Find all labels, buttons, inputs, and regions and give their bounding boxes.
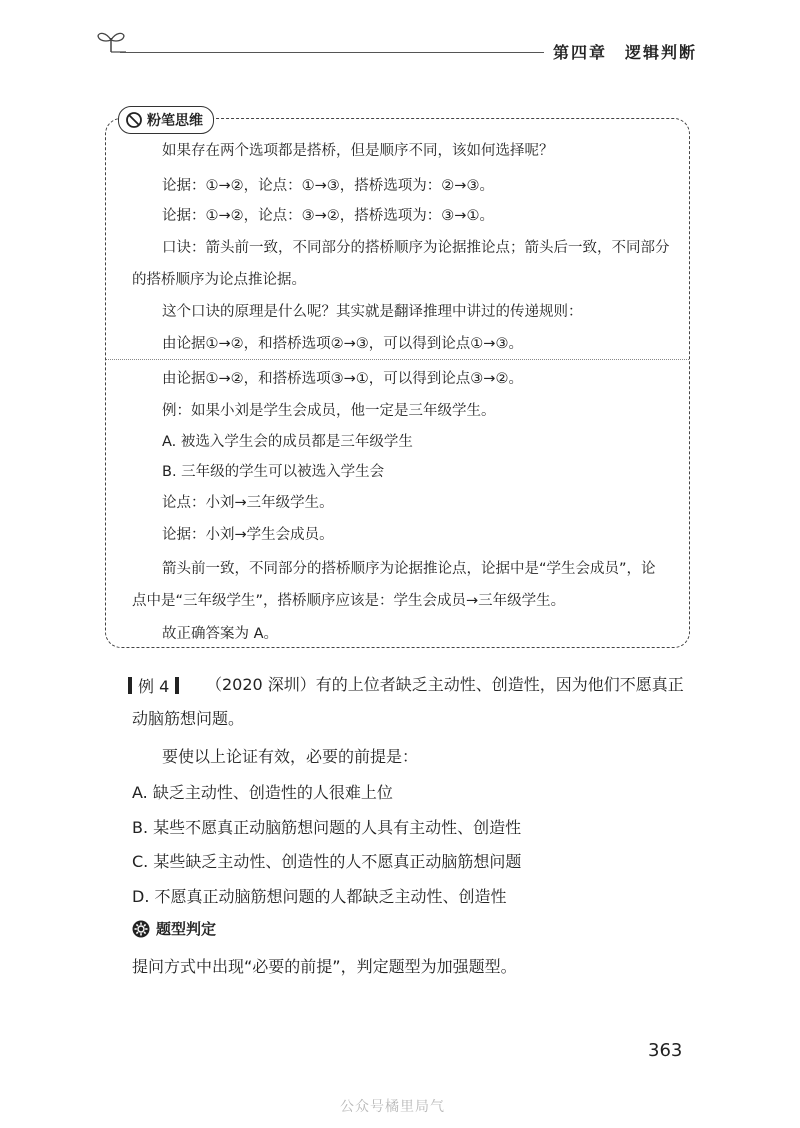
section-heading-label: 题型判定 [156, 920, 217, 938]
section-heading [132, 918, 216, 939]
option-c: C. 某些缺乏主动性、创造性的人不愿真正动脑筋想问题 [132, 852, 522, 871]
label-bar [128, 677, 132, 694]
tip-line: 点中是“三年级学生”，搭桥顺序应该是：学生会成员→三年级学生。 [132, 593, 566, 609]
watermark: 公众号橘里局气 [340, 1099, 445, 1115]
tip-line: 论据：①→②，论点：③→②，搭桥选项为：③→①。 [162, 208, 494, 224]
question-stem: 动脑筋想问题。 [132, 709, 245, 728]
chapter-label: 第四章 [553, 43, 608, 62]
tip-line: A. 被选入学生会的成员都是三年级学生 [162, 434, 413, 450]
option-a: A. 缺乏主动性、创造性的人很难上位 [132, 783, 393, 802]
tip-line: 例：如果小刘是学生会成员，他一定是三年级学生。 [162, 403, 496, 419]
running-header [553, 40, 697, 63]
chapter-title: 逻辑判断 [625, 43, 698, 62]
box-divider [106, 359, 689, 360]
option-b: B. 某些不愿真正动脑筋想问题的人具有主动性、创造性 [132, 818, 522, 837]
tip-line: 如果存在两个选项都是搭桥，但是顺序不同，该如何选择呢？ [162, 143, 554, 159]
tip-line: B. 三年级的学生可以被选入学生会 [162, 464, 385, 480]
tip-line: 这个口诀的原理是什么呢？其实就是翻译推理中讲过的传递规则： [162, 304, 583, 320]
section-text: 提问方式中出现“必要的前提”，判定题型为加强题型。 [132, 957, 517, 976]
prohibition-icon [125, 111, 143, 129]
question-stem: （2020 深圳）有的上位者缺乏主动性、创造性，因为他们不愿真正 [206, 675, 684, 694]
tip-line: 故正确答案为 A。 [162, 626, 279, 642]
tip-line: 论据：小刘→学生会成员。 [162, 527, 334, 543]
tip-line: 由论据①→②，和搭桥选项②→③，可以得到论点①→③。 [162, 336, 523, 352]
tip-line: 口诀：箭头前一致，不同部分的搭桥顺序为论据推论点；箭头后一致，不同部分 [162, 240, 670, 256]
tip-line: 箭头前一致，不同部分的搭桥顺序为论据推论点，论据中是“学生会成员”，论 [162, 561, 656, 577]
tip-line: 由论据①→②，和搭桥选项③→①，可以得到论点③→②。 [162, 371, 523, 387]
label-bar [175, 677, 179, 694]
header-rule [120, 52, 544, 53]
tip-badge [118, 106, 214, 134]
example-number: 例 4 [138, 677, 170, 696]
tip-line: 论据：①→②，论点：①→③，搭桥选项为：②→③。 [162, 178, 494, 194]
question-prompt: 要使以上论证有效，必要的前提是： [162, 747, 419, 766]
sprout-icon [96, 28, 126, 54]
example-label [128, 674, 179, 697]
page-number: 363 [648, 1040, 683, 1061]
tip-badge-label: 粉笔思维 [147, 113, 203, 129]
gear-icon [132, 920, 150, 938]
tip-line: 的搭桥顺序为论点推论据。 [132, 272, 306, 288]
tip-line: 论点：小刘→三年级学生。 [162, 495, 334, 511]
option-d: D. 不愿真正动脑筋想问题的人都缺乏主动性、创造性 [132, 887, 507, 906]
